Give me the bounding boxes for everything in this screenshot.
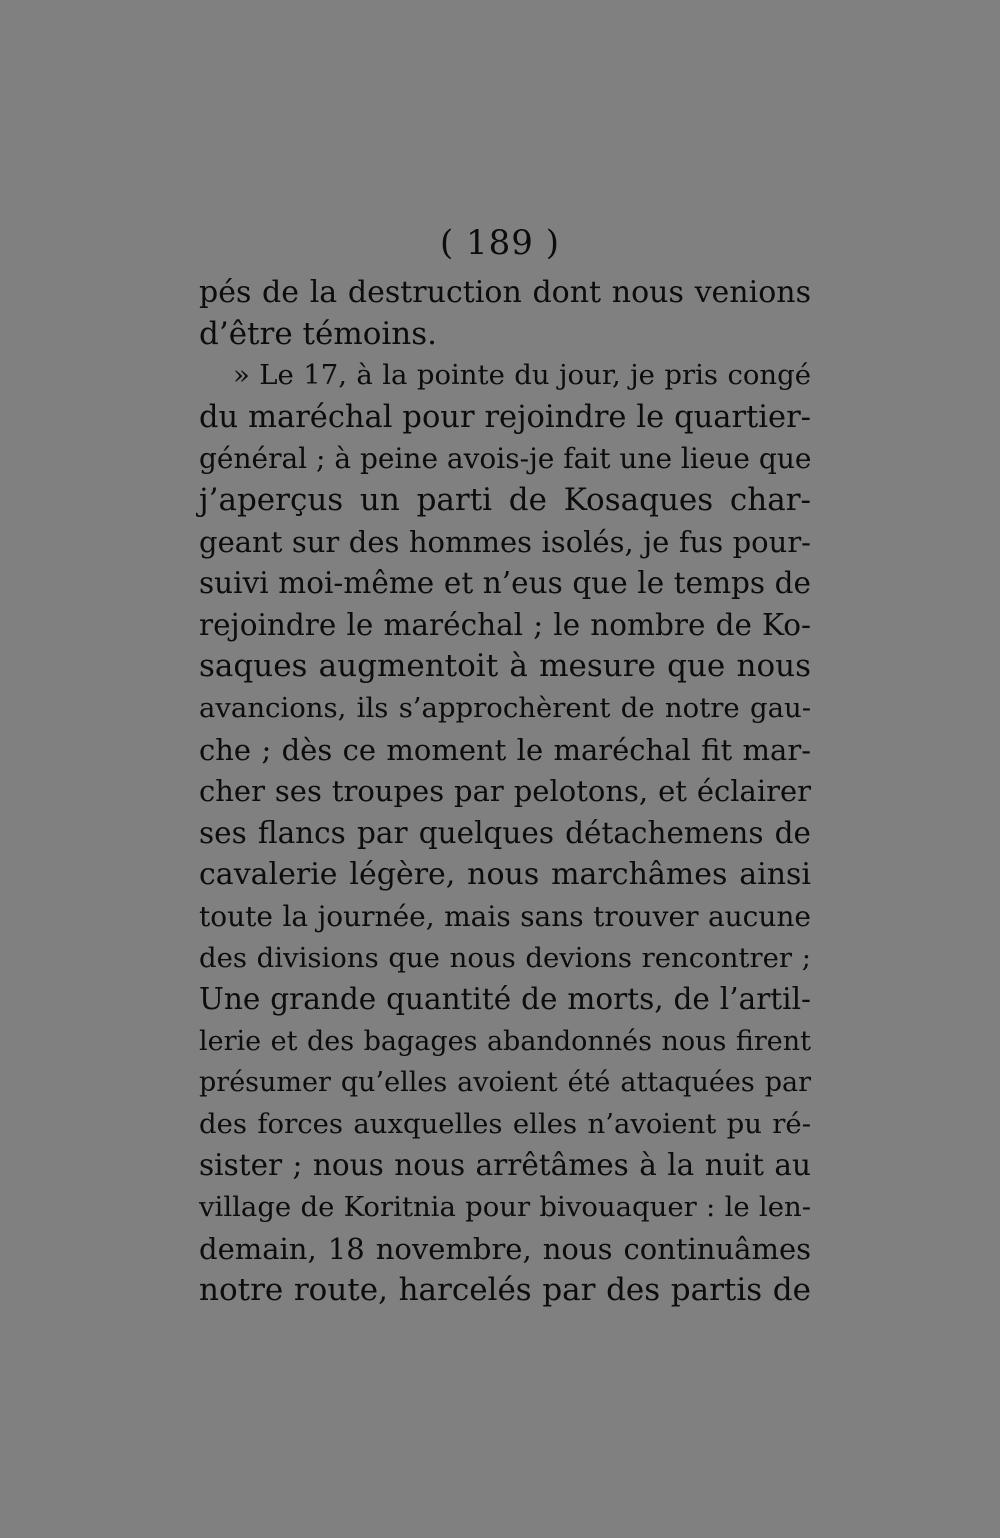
text-line: général ; à peine avois-je fait une lieue que [199, 442, 812, 476]
text-line: Une grande quantité de morts, de l’artil- [199, 982, 811, 1017]
text-line: du maréchal pour rejoindre le quartier- [199, 399, 811, 435]
text-line: » Le 17, à la pointe du jour, je pris congé [233, 359, 811, 392]
text-line: avancions, ils s’approchèrent de notre gau- [199, 691, 811, 724]
body-text [199, 272, 811, 1312]
text-line: cher ses troupes par pelotons, et éclairer [199, 774, 811, 809]
text-line: des divisions que nous devions rencontrer ; [199, 941, 811, 974]
text-line: ses flancs par quelques détachemens de [199, 815, 811, 850]
text-line: cavalerie légère, nous marchâmes ainsi [199, 857, 811, 893]
text-line: des forces auxquelles elles n’avoient pu ré- [199, 1107, 811, 1140]
text-line: pés de la destruction dont nous venions [199, 275, 811, 310]
text-line: j’aperçus un parti de Kosaques char- [199, 481, 811, 518]
text-line: lerie et des bagages abandonnés nous firent [199, 1025, 811, 1057]
text-line: présumer qu’elles avoient été attaquées par [199, 1067, 811, 1099]
text-line: sister ; nous nous arrêtâmes à la nuit au [199, 1148, 811, 1183]
page-number: ( 189 ) [439, 223, 561, 263]
text-line: village de Koritnia pour bivouaquer : le len- [199, 1191, 811, 1224]
text-line: suivi moi-même et n’eus que le temps de [199, 566, 811, 601]
text-line: d’être témoins. [199, 315, 438, 352]
text-line: rejoindre le maréchal ; le nombre de Ko- [199, 607, 811, 642]
text-line: geant sur des hommes isolés, je fus pour- [199, 524, 811, 559]
text-line: demain, 18 novembre, nous continuâmes [199, 1231, 811, 1266]
text-line: saques augmentoit à mesure que nous [199, 648, 811, 685]
text-line: che ; dès ce moment le maréchal fit mar- [199, 732, 811, 767]
text-line: notre route, harcelés par des partis de [199, 1272, 811, 1309]
text-line: toute la journée, mais sans trouver aucune [199, 899, 811, 933]
